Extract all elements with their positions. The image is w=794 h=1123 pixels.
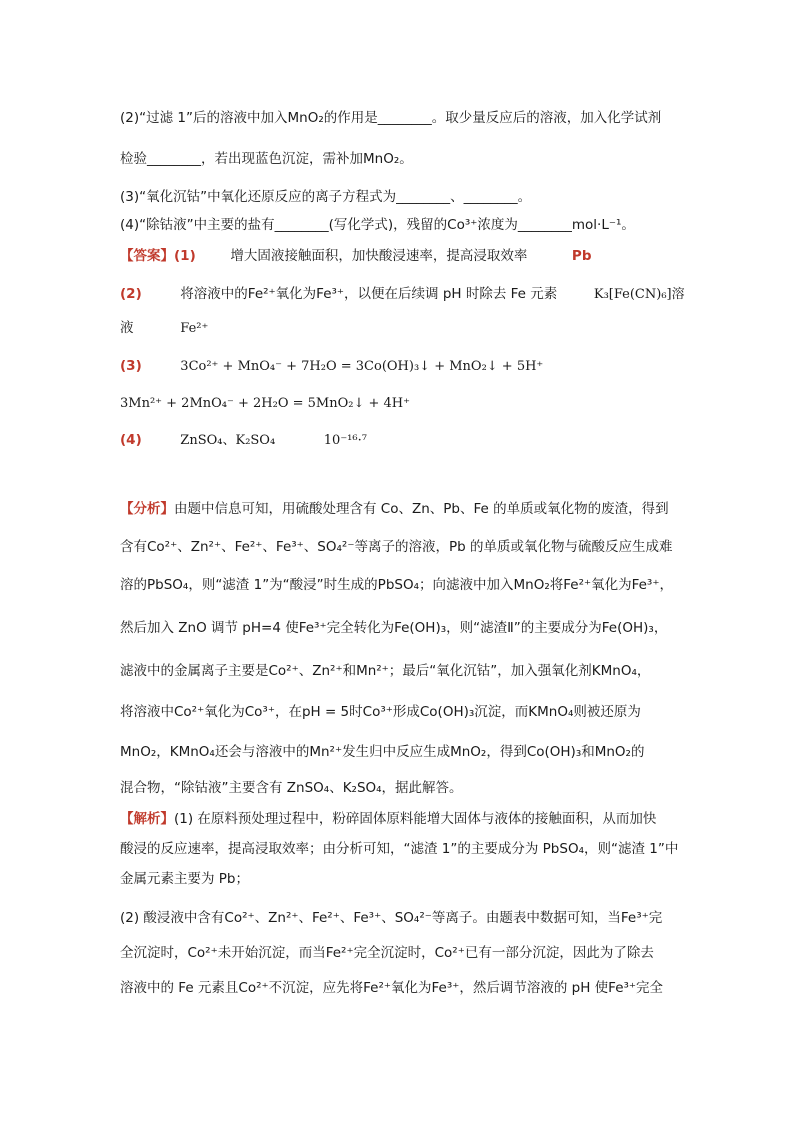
analysis-line-2: 含有Co²⁺、Zn²⁺、Fe²⁺、Fe³⁺、SO₄²⁻等离子的溶液，Pb 的单质或氧化物与硫酸反应生成难 [120,539,673,555]
analysis-line-7: MnO₂，KMnO₄还会与溶液中的Mn²⁺发生归中反应生成MnO₂，得到Co(OH)₃和MnO₂的 [120,744,645,760]
analysis-line-8: 混合物，“除钴液”主要含有 ZnSO₄、K₂SO₄，据此解答。 [120,780,463,796]
question-3-line: (3)“氧化沉钴”中氧化还原反应的离子方程式为________、________。 [120,189,532,205]
question-4-line: (4)“除钴液”中主要的盐有________(写化学式)，残留的Co³⁺浓度为________mol·L⁻¹。 [120,217,635,233]
answer-3-equation-1: 3Co²⁺ + MnO₄⁻ + 7H₂O = 3Co(OH)₃↓ + MnO₂↓ + 5H⁺ [180,359,544,374]
answer-2-ion: Fe²⁺ [180,321,209,336]
analysis-line-1 [120,499,694,519]
answer-3-row [120,356,694,377]
explanation-line-4: (2) 酸浸液中含有Co²⁺、Zn²⁺、Fe²⁺、Fe³⁺、SO₄²⁻等离子。由题表中数据可知，当Fe³⁺完 [120,910,663,926]
explanation-label: 【解析】 [120,811,174,827]
explanation-line-2: 酸浸的反应速率，提高浸取效率；由分析可知，“滤渣 1”的主要成分为 PbSO₄，则“滤渣 1”中 [120,841,679,857]
explanation-line-3: 金属元素主要为 Pb； [120,871,250,887]
answer-2-row [120,284,694,305]
explanation-text: (1) 在原料预处理过程中，粉碎固体原料能增大固体与液体的接触面积，从而加快 [174,811,657,827]
answer-1-text: 增大固液接触面积，加快酸浸速率，提高浸取效率 [230,248,528,264]
answer-label: 【答案】(1) [120,248,196,264]
answer-2-row-cont [120,318,694,339]
answer-4-row [120,430,694,451]
question-2-line-1: (2)“过滤 1”后的溶液中加入MnO₂的作用是________。取少量反应后的溶液，加入化学试剂 [120,110,662,126]
answer-2-text: 将溶液中的Fe²⁺氧化为Fe³⁺，以便在后续调 pH 时除去 Fe 元素 [180,286,558,302]
answer-2-reagent: K₃[Fe(CN)₆]溶 [593,287,685,302]
answer-3-number: (3) [120,358,142,374]
answer-2-number: (2) [120,286,142,302]
analysis-text: 由题中信息可知，用硫酸处理含有 Co、Zn、Pb、Fe 的单质或氧化物的废渣，得到 [174,501,669,517]
answer-4-concentration: 10⁻¹⁶·⁷ [323,433,367,448]
analysis-line-3: 溶的PbSO₄，则“滤渣 1”为“酸浸”时生成的PbSO₄；向滤液中加入MnO₂将Fe²⁺氧化为Fe³⁺， [120,577,673,593]
analysis-line-6: 将溶液中Co²⁺氧化为Co³⁺，在pH = 5时Co³⁺形成Co(OH)₃沉淀，而KMnO₄则被还原为 [120,704,641,720]
answer-3-equation-2: 3Mn²⁺ + 2MnO₄⁻ + 2H₂O = 5MnO₂↓ + 4H⁺ [120,396,411,411]
answer-1-element: Pb [571,248,592,264]
question-2-line-2: 检验________，若出现蓝色沉淀，需补加MnO₂。 [120,151,413,167]
answer-4-salts: ZnSO₄、K₂SO₄ [180,433,276,448]
explanation-line-6: 溶液中的 Fe 元素且Co²⁺不沉淀，应先将Fe²⁺氧化为Fe³⁺，然后调节溶液的 pH 使Fe³⁺完全 [120,980,664,996]
explanation-line-1 [120,809,694,829]
answer-1-row [120,246,694,266]
answer-2-continuation: 液 [120,320,134,336]
answer-4-number: (4) [120,432,142,448]
explanation-line-5: 全沉淀时，Co²⁺未开始沉淀，而当Fe²⁺完全沉淀时，Co²⁺已有一部分沉淀，因此为了除去 [120,945,654,961]
analysis-label: 【分析】 [120,501,174,517]
analysis-line-4: 然后加入 ZnO 调节 pH=4 使Fe³⁺完全转化为Fe(OH)₃，则“滤渣Ⅱ”的主要成分为Fe(OH)₃， [120,620,668,636]
analysis-line-5: 滤液中的金属离子主要是Co²⁺、Zn²⁺和Mn²⁺；最后“氧化沉钴”，加入强氧化剂KMnO₄， [120,663,651,679]
